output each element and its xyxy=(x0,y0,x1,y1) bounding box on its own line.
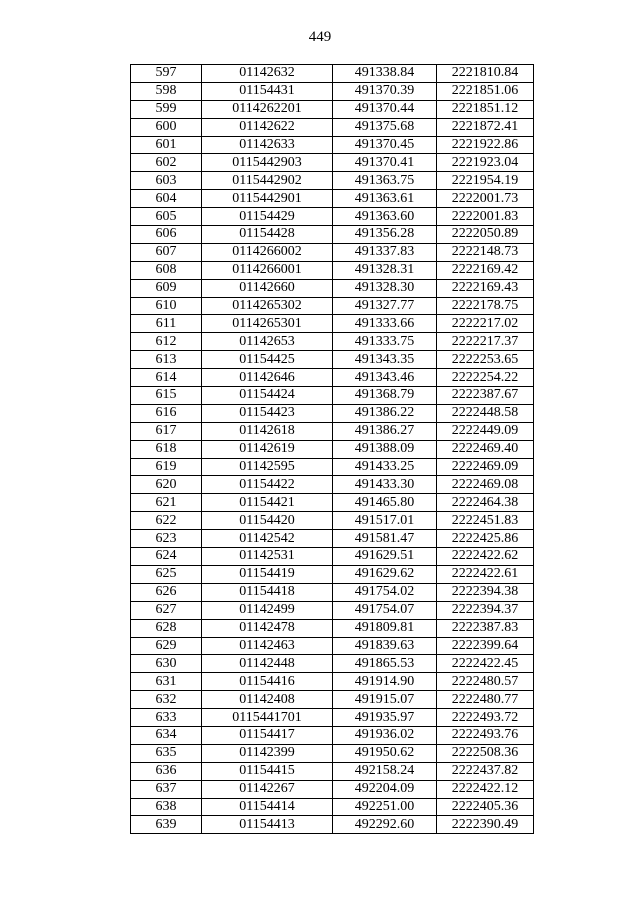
row-number-cell: 614 xyxy=(131,369,202,387)
x-coordinate-cell: 491370.44 xyxy=(333,100,437,118)
point-code-cell: 0114266002 xyxy=(202,243,333,261)
row-number-cell: 604 xyxy=(131,190,202,208)
table-row xyxy=(131,404,534,422)
row-number-cell: 616 xyxy=(131,404,202,422)
y-coordinate-cell: 2221851.06 xyxy=(437,82,534,100)
y-coordinate-cell: 2222437.82 xyxy=(437,762,534,780)
table-row xyxy=(131,351,534,369)
row-number-cell: 627 xyxy=(131,601,202,619)
row-number-cell: 623 xyxy=(131,530,202,548)
table-row xyxy=(131,82,534,100)
y-coordinate-cell: 2222480.77 xyxy=(437,691,534,709)
y-coordinate-cell: 2222493.72 xyxy=(437,709,534,727)
point-code-cell: 01142463 xyxy=(202,637,333,655)
point-code-cell: 01142622 xyxy=(202,118,333,136)
point-code-cell: 01142267 xyxy=(202,780,333,798)
table-row xyxy=(131,565,534,583)
point-code-cell: 01142448 xyxy=(202,655,333,673)
table-row xyxy=(131,154,534,172)
row-number-cell: 622 xyxy=(131,512,202,530)
x-coordinate-cell: 491388.09 xyxy=(333,440,437,458)
point-code-cell: 01154431 xyxy=(202,82,333,100)
table-row xyxy=(131,297,534,315)
point-code-cell: 01154429 xyxy=(202,208,333,226)
y-coordinate-cell: 2222508.36 xyxy=(437,744,534,762)
x-coordinate-cell: 491343.35 xyxy=(333,351,437,369)
y-coordinate-cell: 2222422.61 xyxy=(437,565,534,583)
y-coordinate-cell: 2222001.73 xyxy=(437,190,534,208)
table-row xyxy=(131,136,534,154)
x-coordinate-cell: 491328.31 xyxy=(333,261,437,279)
table-row xyxy=(131,476,534,494)
point-code-cell: 01142618 xyxy=(202,422,333,440)
page-number: 449 xyxy=(308,29,332,45)
point-code-cell: 0114265302 xyxy=(202,297,333,315)
coordinates-table-body xyxy=(131,65,534,834)
row-number-cell: 609 xyxy=(131,279,202,297)
point-code-cell: 01154418 xyxy=(202,583,333,601)
y-coordinate-cell: 2221810.84 xyxy=(437,65,534,83)
row-number-cell: 600 xyxy=(131,118,202,136)
coordinates-table xyxy=(130,64,534,834)
y-coordinate-cell: 2221954.19 xyxy=(437,172,534,190)
row-number-cell: 602 xyxy=(131,154,202,172)
y-coordinate-cell: 2222451.83 xyxy=(437,512,534,530)
y-coordinate-cell: 2222253.65 xyxy=(437,351,534,369)
table-row xyxy=(131,440,534,458)
y-coordinate-cell: 2222148.73 xyxy=(437,243,534,261)
point-code-cell: 01142619 xyxy=(202,440,333,458)
x-coordinate-cell: 491915.07 xyxy=(333,691,437,709)
table-row xyxy=(131,261,534,279)
x-coordinate-cell: 491754.07 xyxy=(333,601,437,619)
row-number-cell: 626 xyxy=(131,583,202,601)
x-coordinate-cell: 491363.60 xyxy=(333,208,437,226)
y-coordinate-cell: 2222493.76 xyxy=(437,726,534,744)
row-number-cell: 637 xyxy=(131,780,202,798)
y-coordinate-cell: 2222178.75 xyxy=(437,297,534,315)
row-number-cell: 619 xyxy=(131,458,202,476)
row-number-cell: 621 xyxy=(131,494,202,512)
point-code-cell: 01142653 xyxy=(202,333,333,351)
point-code-cell: 0115442903 xyxy=(202,154,333,172)
table-row xyxy=(131,369,534,387)
table-row xyxy=(131,637,534,655)
x-coordinate-cell: 491337.83 xyxy=(333,243,437,261)
table-row xyxy=(131,512,534,530)
x-coordinate-cell: 491629.62 xyxy=(333,565,437,583)
table-row xyxy=(131,655,534,673)
x-coordinate-cell: 491433.25 xyxy=(333,458,437,476)
x-coordinate-cell: 492251.00 xyxy=(333,798,437,816)
y-coordinate-cell: 2222425.86 xyxy=(437,530,534,548)
row-number-cell: 618 xyxy=(131,440,202,458)
x-coordinate-cell: 491356.28 xyxy=(333,226,437,244)
row-number-cell: 608 xyxy=(131,261,202,279)
row-number-cell: 624 xyxy=(131,548,202,566)
point-code-cell: 01154413 xyxy=(202,816,333,834)
table-row xyxy=(131,279,534,297)
table-row xyxy=(131,118,534,136)
row-number-cell: 629 xyxy=(131,637,202,655)
row-number-cell: 607 xyxy=(131,243,202,261)
x-coordinate-cell: 491333.75 xyxy=(333,333,437,351)
row-number-cell: 625 xyxy=(131,565,202,583)
table-row xyxy=(131,780,534,798)
point-code-cell: 01154416 xyxy=(202,673,333,691)
row-number-cell: 631 xyxy=(131,673,202,691)
table-row xyxy=(131,387,534,405)
point-code-cell: 01142542 xyxy=(202,530,333,548)
row-number-cell: 612 xyxy=(131,333,202,351)
row-number-cell: 606 xyxy=(131,226,202,244)
x-coordinate-cell: 491914.90 xyxy=(333,673,437,691)
y-coordinate-cell: 2222422.62 xyxy=(437,548,534,566)
y-coordinate-cell: 2222169.43 xyxy=(437,279,534,297)
point-code-cell: 0115441701 xyxy=(202,709,333,727)
x-coordinate-cell: 491370.39 xyxy=(333,82,437,100)
y-coordinate-cell: 2221922.86 xyxy=(437,136,534,154)
x-coordinate-cell: 491386.22 xyxy=(333,404,437,422)
x-coordinate-cell: 491363.75 xyxy=(333,172,437,190)
y-coordinate-cell: 2222217.02 xyxy=(437,315,534,333)
point-code-cell: 01142408 xyxy=(202,691,333,709)
row-number-cell: 630 xyxy=(131,655,202,673)
table-row xyxy=(131,583,534,601)
point-code-cell: 0115442902 xyxy=(202,172,333,190)
row-number-cell: 613 xyxy=(131,351,202,369)
row-number-cell: 628 xyxy=(131,619,202,637)
y-coordinate-cell: 2222399.64 xyxy=(437,637,534,655)
x-coordinate-cell: 491950.62 xyxy=(333,744,437,762)
table-row xyxy=(131,530,534,548)
x-coordinate-cell: 491370.41 xyxy=(333,154,437,172)
y-coordinate-cell: 2222387.67 xyxy=(437,387,534,405)
point-code-cell: 01154424 xyxy=(202,387,333,405)
y-coordinate-cell: 2221923.04 xyxy=(437,154,534,172)
row-number-cell: 598 xyxy=(131,82,202,100)
y-coordinate-cell: 2222422.45 xyxy=(437,655,534,673)
y-coordinate-cell: 2222254.22 xyxy=(437,369,534,387)
point-code-cell: 0115442901 xyxy=(202,190,333,208)
y-coordinate-cell: 2222169.42 xyxy=(437,261,534,279)
y-coordinate-cell: 2222469.08 xyxy=(437,476,534,494)
x-coordinate-cell: 492292.60 xyxy=(333,816,437,834)
x-coordinate-cell: 491754.02 xyxy=(333,583,437,601)
y-coordinate-cell: 2222394.37 xyxy=(437,601,534,619)
x-coordinate-cell: 492158.24 xyxy=(333,762,437,780)
y-coordinate-cell: 2222469.40 xyxy=(437,440,534,458)
point-code-cell: 01154415 xyxy=(202,762,333,780)
row-number-cell: 605 xyxy=(131,208,202,226)
row-number-cell: 636 xyxy=(131,762,202,780)
x-coordinate-cell: 491465.80 xyxy=(333,494,437,512)
table-row xyxy=(131,744,534,762)
row-number-cell: 617 xyxy=(131,422,202,440)
x-coordinate-cell: 491368.79 xyxy=(333,387,437,405)
table-row xyxy=(131,691,534,709)
table-row xyxy=(131,315,534,333)
row-number-cell: 635 xyxy=(131,744,202,762)
y-coordinate-cell: 2222480.57 xyxy=(437,673,534,691)
x-coordinate-cell: 491343.46 xyxy=(333,369,437,387)
point-code-cell: 01142646 xyxy=(202,369,333,387)
point-code-cell: 01142531 xyxy=(202,548,333,566)
row-number-cell: 601 xyxy=(131,136,202,154)
y-coordinate-cell: 2222394.38 xyxy=(437,583,534,601)
table-row xyxy=(131,798,534,816)
table-row xyxy=(131,100,534,118)
point-code-cell: 01142478 xyxy=(202,619,333,637)
table-row xyxy=(131,190,534,208)
y-coordinate-cell: 2221872.41 xyxy=(437,118,534,136)
row-number-cell: 599 xyxy=(131,100,202,118)
x-coordinate-cell: 491333.66 xyxy=(333,315,437,333)
x-coordinate-cell: 491936.02 xyxy=(333,726,437,744)
row-number-cell: 615 xyxy=(131,387,202,405)
row-number-cell: 638 xyxy=(131,798,202,816)
point-code-cell: 01142499 xyxy=(202,601,333,619)
row-number-cell: 610 xyxy=(131,297,202,315)
x-coordinate-cell: 492204.09 xyxy=(333,780,437,798)
point-code-cell: 01142633 xyxy=(202,136,333,154)
table-row xyxy=(131,172,534,190)
x-coordinate-cell: 491517.01 xyxy=(333,512,437,530)
table-row xyxy=(131,422,534,440)
table-row xyxy=(131,673,534,691)
point-code-cell: 0114265301 xyxy=(202,315,333,333)
table-row xyxy=(131,816,534,834)
table-row xyxy=(131,762,534,780)
y-coordinate-cell: 2222449.09 xyxy=(437,422,534,440)
table-row xyxy=(131,333,534,351)
y-coordinate-cell: 2222422.12 xyxy=(437,780,534,798)
point-code-cell: 01154421 xyxy=(202,494,333,512)
y-coordinate-cell: 2222050.89 xyxy=(437,226,534,244)
point-code-cell: 01154425 xyxy=(202,351,333,369)
table-row xyxy=(131,726,534,744)
x-coordinate-cell: 491935.97 xyxy=(333,709,437,727)
y-coordinate-cell: 2221851.12 xyxy=(437,100,534,118)
x-coordinate-cell: 491327.77 xyxy=(333,297,437,315)
point-code-cell: 0114266001 xyxy=(202,261,333,279)
point-code-cell: 01154417 xyxy=(202,726,333,744)
point-code-cell: 01154428 xyxy=(202,226,333,244)
x-coordinate-cell: 491629.51 xyxy=(333,548,437,566)
table-row xyxy=(131,208,534,226)
y-coordinate-cell: 2222390.49 xyxy=(437,816,534,834)
y-coordinate-cell: 2222217.37 xyxy=(437,333,534,351)
x-coordinate-cell: 491375.68 xyxy=(333,118,437,136)
row-number-cell: 634 xyxy=(131,726,202,744)
x-coordinate-cell: 491386.27 xyxy=(333,422,437,440)
x-coordinate-cell: 491370.45 xyxy=(333,136,437,154)
x-coordinate-cell: 491581.47 xyxy=(333,530,437,548)
y-coordinate-cell: 2222387.83 xyxy=(437,619,534,637)
point-code-cell: 01154423 xyxy=(202,404,333,422)
x-coordinate-cell: 491328.30 xyxy=(333,279,437,297)
x-coordinate-cell: 491338.84 xyxy=(333,65,437,83)
point-code-cell: 01154414 xyxy=(202,798,333,816)
point-code-cell: 01142660 xyxy=(202,279,333,297)
point-code-cell: 01142632 xyxy=(202,65,333,83)
table-row xyxy=(131,243,534,261)
table-row xyxy=(131,226,534,244)
point-code-cell: 01142399 xyxy=(202,744,333,762)
point-code-cell: 01142595 xyxy=(202,458,333,476)
row-number-cell: 603 xyxy=(131,172,202,190)
row-number-cell: 597 xyxy=(131,65,202,83)
table-row xyxy=(131,65,534,83)
y-coordinate-cell: 2222448.58 xyxy=(437,404,534,422)
y-coordinate-cell: 2222405.36 xyxy=(437,798,534,816)
point-code-cell: 01154419 xyxy=(202,565,333,583)
row-number-cell: 620 xyxy=(131,476,202,494)
point-code-cell: 0114262201 xyxy=(202,100,333,118)
x-coordinate-cell: 491865.53 xyxy=(333,655,437,673)
point-code-cell: 01154420 xyxy=(202,512,333,530)
x-coordinate-cell: 491433.30 xyxy=(333,476,437,494)
x-coordinate-cell: 491809.81 xyxy=(333,619,437,637)
row-number-cell: 611 xyxy=(131,315,202,333)
row-number-cell: 639 xyxy=(131,816,202,834)
table-row xyxy=(131,494,534,512)
row-number-cell: 632 xyxy=(131,691,202,709)
y-coordinate-cell: 2222469.09 xyxy=(437,458,534,476)
point-code-cell: 01154422 xyxy=(202,476,333,494)
row-number-cell: 633 xyxy=(131,709,202,727)
table-row xyxy=(131,709,534,727)
y-coordinate-cell: 2222001.83 xyxy=(437,208,534,226)
table-row xyxy=(131,619,534,637)
x-coordinate-cell: 491839.63 xyxy=(333,637,437,655)
table-row xyxy=(131,601,534,619)
y-coordinate-cell: 2222464.38 xyxy=(437,494,534,512)
x-coordinate-cell: 491363.61 xyxy=(333,190,437,208)
table-row xyxy=(131,548,534,566)
table-row xyxy=(131,458,534,476)
